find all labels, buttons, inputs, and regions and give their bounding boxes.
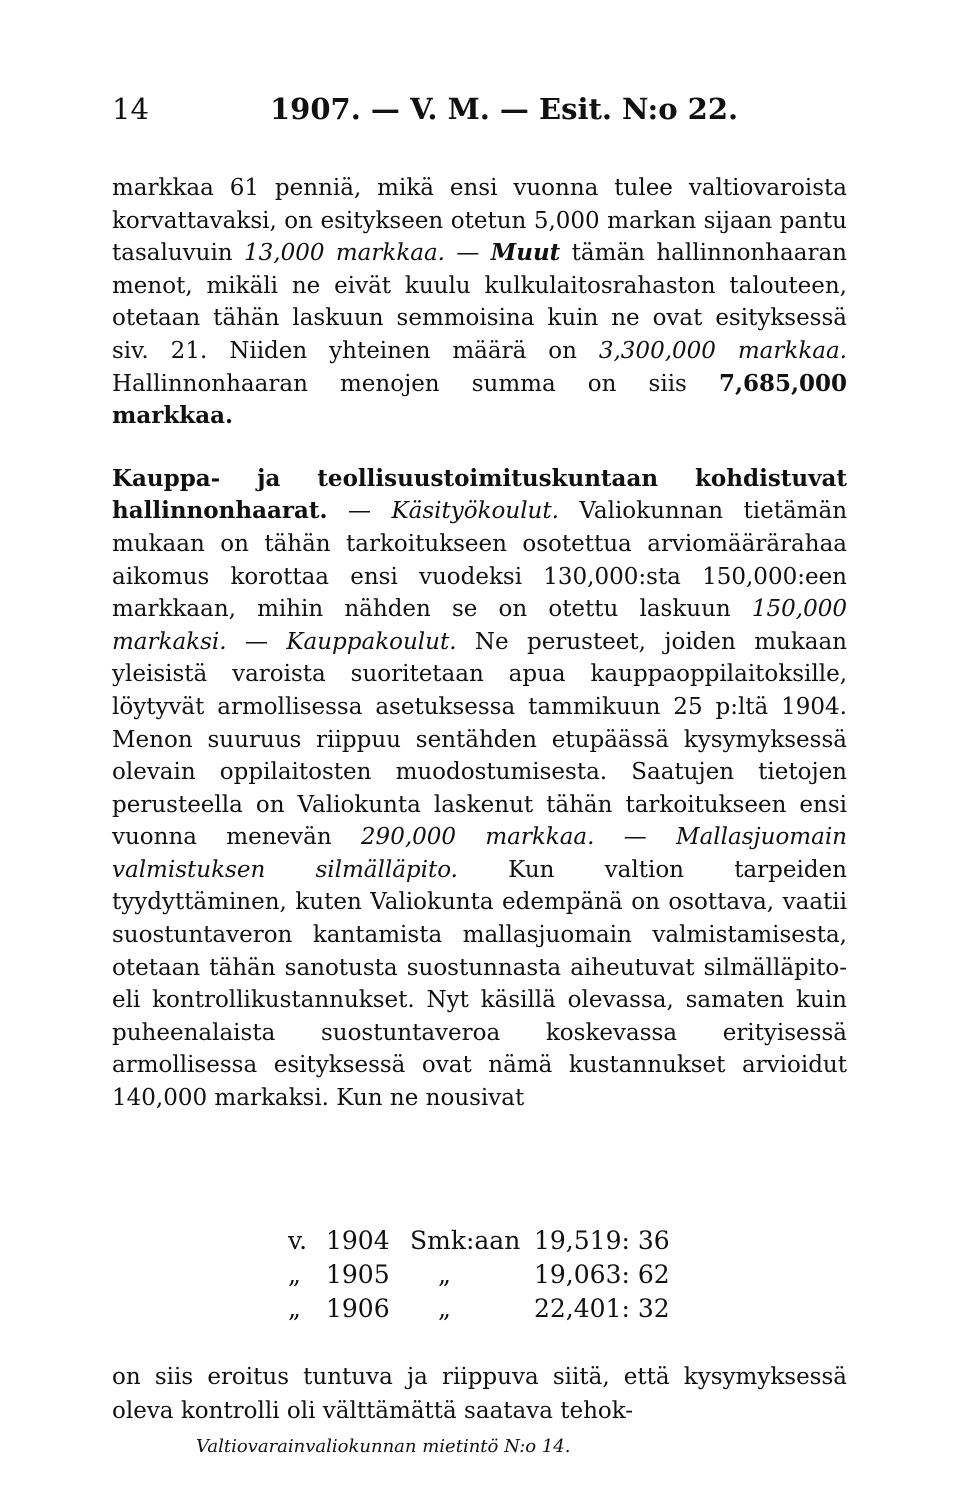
table-row: [288, 1260, 688, 1294]
p2-text-c: Valiokunnan tietämän mukaan on tähän tarkoitukseen osotettua arviomäärärahaa aikomus korottaa ensi vuodeksi 130,000:sta 150,000:een markkaan, mihin nähden se on otettu laskuun: [112, 498, 848, 623]
row-year: 1905: [326, 1260, 390, 1289]
row-amount: 19,519: 36: [534, 1226, 670, 1255]
paragraph-2: [112, 463, 847, 1115]
p2-text-k: Kun valtion tarpeiden tyydyttäminen, kuten Valiokunta edempänä on osottava, vaatii suostuntaveron kantamista mallasjuomain valmistamisesta, otetaan tähän sanotusta suostunnasta aiheutuvat silmälläpito- eli kontrollikustannukset. Nyt käsillä olevassa, samaten kuin puheenalaista suostuntaveroa koskevassa erityisessä armollisessa esityksessä ovat nämä kustannukset arvioidut 140,000 markaksi. Kun ne nousivat: [112, 856, 847, 1112]
p1-text-e: tämän hallinnonhaaran menot, mikäli ne eivät kuulu kulkulaitosrahaston talouteen, otetaan tähän laskuun semmoisina kuin ne ovat esityksessä siv. 21. Niiden yhteinen määrä on: [112, 240, 847, 364]
p2-dash-2: —: [226, 628, 287, 655]
p2-amount-2: 290,000 markkaa.: [360, 824, 595, 851]
row-unit: „: [438, 1260, 451, 1289]
page-number: 14: [112, 92, 149, 126]
p2-amount-1: 150,000 markaksi.: [112, 596, 847, 655]
p2-subheading-kasityokoulut: Käsityökoulut.: [391, 498, 559, 525]
p1-amount-2: 3,300,000 markkaa.: [598, 337, 847, 364]
page-header: [112, 92, 852, 136]
p1-subheading-muut: Muut: [490, 239, 561, 267]
table-row: [288, 1294, 688, 1328]
section-heading: Kauppa- ja teollisuustoimituskuntaan kohdistuvat hallinnonhaarat.: [112, 464, 847, 525]
p2-dash-1: —: [327, 498, 392, 525]
row-prefix: v.: [288, 1226, 308, 1255]
row-amount: 19,063: 62: [534, 1260, 670, 1289]
p2-dash-3: —: [594, 824, 677, 851]
cost-table: [288, 1226, 688, 1328]
row-prefix: „: [288, 1260, 301, 1289]
paragraph-1: [112, 172, 847, 433]
table-row: [288, 1226, 688, 1260]
p1-total: 7,685,000 markkaa.: [112, 369, 847, 430]
p1-text-g: Hallinnonhaaran menojen summa on siis: [112, 370, 719, 397]
p2-subheading-kauppakoulut: Kauppakoulut.: [286, 628, 457, 655]
row-unit: „: [438, 1294, 451, 1323]
row-year: 1904: [326, 1226, 390, 1255]
p1-amount-1: 13,000 markkaa.: [244, 240, 445, 267]
p2-subheading-mallasjuomain: Mallasjuomain valmistuksen silmälläpito.: [112, 824, 847, 883]
row-year: 1906: [326, 1294, 390, 1323]
p1-text-a: markkaa 61 penniä, mikä ensi vuonna tulee valtiovaroista korvattavaksi, on esitykseen otetun 5,000 markan sijaan pantu tasaluvuin: [112, 175, 847, 267]
running-head: 1907. — V. M. — Esit. N:o 22.: [270, 92, 739, 126]
page-footer: Valtiovarainvaliokunnan mietintö N:o 14.: [196, 1436, 571, 1457]
row-prefix: „: [288, 1294, 301, 1323]
body-text: [112, 172, 847, 1115]
p1-dash: —: [445, 240, 491, 267]
row-amount: 22,401: 32: [534, 1294, 670, 1323]
row-unit: Smk:aan: [410, 1226, 521, 1255]
paragraph-after-table: on siis eroitus tuntuva ja riippuva siitä, että kysymyksessä oleva kontrolli oli välttämättä saatava tehok-: [112, 1364, 847, 1424]
p2-text-g: Ne perusteet, joiden mukaan yleisistä varoista suoritetaan apua kauppaoppilaitoksille, löytyvät armollisessa asetuksessa tammikuun 25 p:ltä 1904. Menon suuruus riippuu sentähden etupäässä kysymyksessä olevain oppilaitosten muodostumisesta. Saatujen tietojen perusteella on Valiokunta laskenut tähän tarkoitukseen ensi vuonna menevän: [112, 628, 847, 851]
